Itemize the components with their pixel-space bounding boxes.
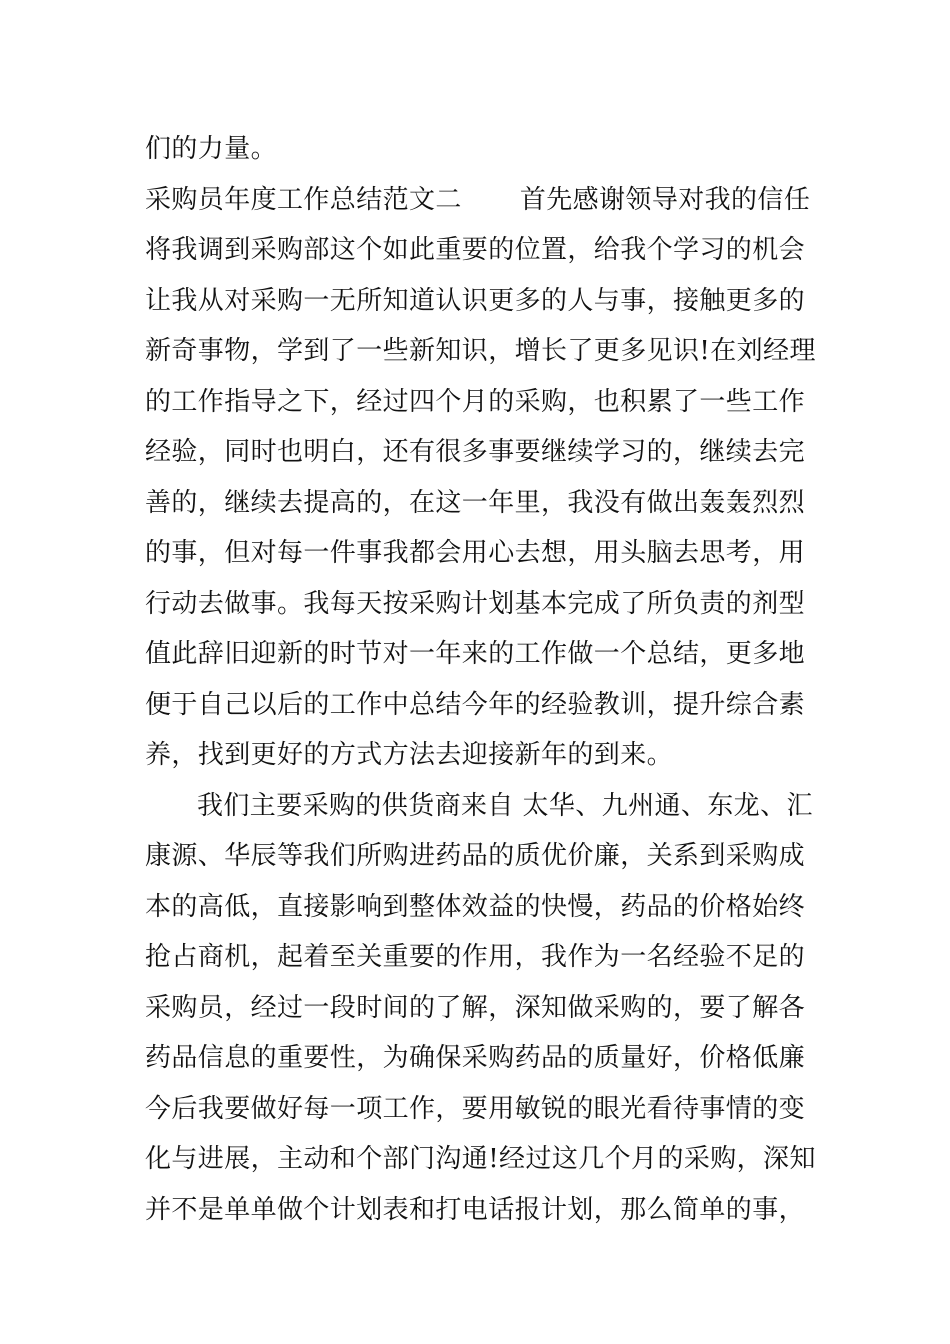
- section-heading: 采购员年度工作总结范文二: [145, 184, 462, 215]
- text-line: 行动去做事。我每天按采购计划基本完成了所负责的剂型: [145, 588, 806, 619]
- text-line: 并不是单单做个计划表和打电话报计划，那么简单的事，: [145, 1194, 806, 1225]
- text-line: 养，找到更好的方式方法去迎接新年的到来。: [145, 740, 674, 770]
- text-line: 康源、华辰等我们所购进药品的质优价廉，关系到采购成: [145, 841, 806, 871]
- text-line-heading: [145, 175, 815, 226]
- text-line: 值此辞旧迎新的时节对一年来的工作做一个总结，更多地: [145, 639, 806, 669]
- section-opening: 首先感谢领导对我的信任: [519, 184, 811, 215]
- text-line: 采购员，经过一段时间的了解，深知做采购的，要了解各: [145, 992, 806, 1023]
- text-line: 抢占商机，起着至关重要的作用，我作为一名经验不足的: [145, 942, 806, 972]
- text-line-indented: 我们主要采购的供货商来自 太华、九州通、东龙、汇: [197, 790, 813, 821]
- text-line: 经验，同时也明白，还有很多事要继续学习的，继续去完: [145, 437, 806, 467]
- text-line: 新奇事物，学到了一些新知识，增长了更多见识!在刘经理: [145, 336, 816, 366]
- text-line: 将我调到采购部这个如此重要的位置，给我个学习的机会: [145, 235, 806, 265]
- text-line: 善的，继续去提高的，在这一年里，我没有做出轰轰烈烈: [145, 487, 806, 518]
- document-body: [145, 124, 815, 1235]
- text-line: 本的高低，直接影响到整体效益的快慢，药品的价格始终: [145, 891, 806, 922]
- text-line: 今后我要做好每一项工作，要用敏锐的眼光看待事情的变: [145, 1093, 806, 1124]
- text-line: 药品信息的重要性，为确保采购药品的质量好，价格低廉: [145, 1043, 806, 1073]
- text-line: 们的力量。: [145, 134, 278, 164]
- text-line: 化与进展，主动和个部门沟通!经过这几个月的采购，深知: [145, 1144, 816, 1174]
- text-line: 让我从对采购一无所知道认识更多的人与事，接触更多的: [145, 285, 806, 316]
- text-line: 便于自己以后的工作中总结今年的经验教训，提升综合素: [145, 689, 806, 720]
- text-line: 的事，但对每一件事我都会用心去想，用头脑去思考，用: [145, 538, 806, 568]
- text-line: 的工作指导之下，经过四个月的采购，也积累了一些工作: [145, 386, 806, 417]
